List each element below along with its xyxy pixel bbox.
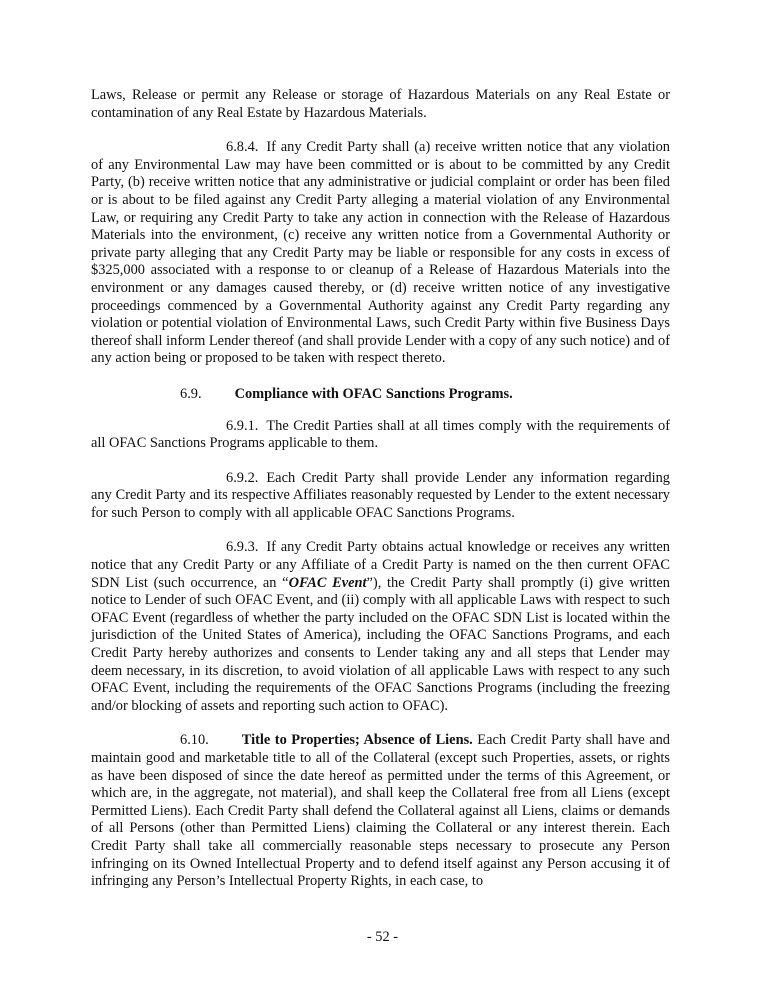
section-text: The Credit Parties shall at all times comply with the requirements of all OFAC Sanctions Programs applicable to them. (91, 417, 670, 452)
section-6-9-2 (91, 470, 670, 523)
page-number: - 52 - (366, 929, 399, 945)
section-title: Compliance with OFAC Sanctions Programs. (234, 385, 513, 402)
section-text-before: If any Credit Party obtains actual knowledge or receives any written notice that any Credit Party or any Affiliate of a Credit Party is named on the then current OFAC SDN List (such occurrence, an “ (91, 539, 670, 591)
section-text: Each Credit Party shall have and maintain good and marketable title to all of the Collateral (except such Properties, assets, or rights as have been disposed of since the date hereof as permitted under the terms of this Agreement, or which are, in the aggregate, not material), and shall keep the Collateral free from all Liens (except Permitted Liens). Each Credit Party shall defend the Collateral against all Liens, claims or demands of all Persons (other than Permitted Liens) claiming the Collateral or any interest therein. Each Credit Party shall take all commercially reasonable steps necessary to prosecute any Person infringing on its Owned Intellectual Property and to defend itself against any Person accusing it of infringing any Person’s Intellectual Property Rights, in each case, to (91, 732, 670, 890)
section-number: 6.10. (180, 732, 209, 749)
section-number: 6.8.4. (226, 139, 259, 156)
paragraph-continuation: Laws, Release or permit any Release or storage of Hazardous Materials on any Real Estate or contamination of any Real Estate by Hazardous Materials. (91, 87, 670, 121)
section-number: 6.9.2. (226, 469, 259, 486)
section-number: 6.9.1. (226, 417, 259, 434)
section-6-9-1 (91, 418, 670, 453)
section-6-10 (91, 732, 670, 890)
section-6-9-heading (91, 386, 670, 404)
section-6-9-3 (91, 539, 670, 715)
section-number: 6.9. (180, 385, 202, 402)
section-text: Each Credit Party shall provide Lender any information regarding any Credit Party and its respective Affiliates reasonably requested by Lender to the extent necessary for such Person to comply with all applicable OFAC Sanctions Programs. (91, 469, 670, 521)
section-number: 6.9.3. (226, 539, 259, 556)
section-title: Title to Properties; Absence of Liens. (241, 732, 473, 749)
section-text-after: ”), the Credit Party shall promptly (i) give written notice to Lender of such OFAC Event, and (ii) comply with all applicable Laws with respect to such OFAC Event (regardless of whether the party included on the OFAC SDN List is located within the jurisdiction of the United States of America), including the OFAC Sanctions Programs, and each Credit Party hereby authorizes and consents to Lender taking any and all steps that Lender may deem necessary, in its discretion, to avoid violation of all applicable Laws with respect to any such OFAC Event, including the requirements of the OFAC Sanctions Programs (including the freezing and/or blocking of assets and reporting such action to OFAC). (91, 574, 670, 714)
section-6-8-4 (91, 139, 670, 368)
section-text: If any Credit Party shall (a) receive written notice that any violation of any Environmental Law may have been committed or is about to be committed by any Credit Party, (b) receive written notice that any administrative or judicial complaint or order has been filed or is about to be filed against any Credit Party alleging a material violation of any Environmental Law, or requiring any Credit Party to take any action in connection with the Release of Hazardous Materials into the environment, (c) receive any written notice from a Governmental Authority or private party alleging that any Credit Party may be liable or responsible for any costs in excess of $325,000 associated with a response to or cleanup of a Release of Hazardous Materials into the environment or any damages caused thereby, or (d) receive written notice of any investigative proceedings commenced by a Governmental Authority against any Credit Party regarding any violation or potential violation of Environmental Laws, such Credit Party within five Business Days thereof shall inform Lender thereof (and shall provide Lender with a copy of any such notice) and of any action being or proposed to be taken with respect thereto. (91, 139, 671, 367)
defined-term: OFAC Event (288, 574, 367, 591)
